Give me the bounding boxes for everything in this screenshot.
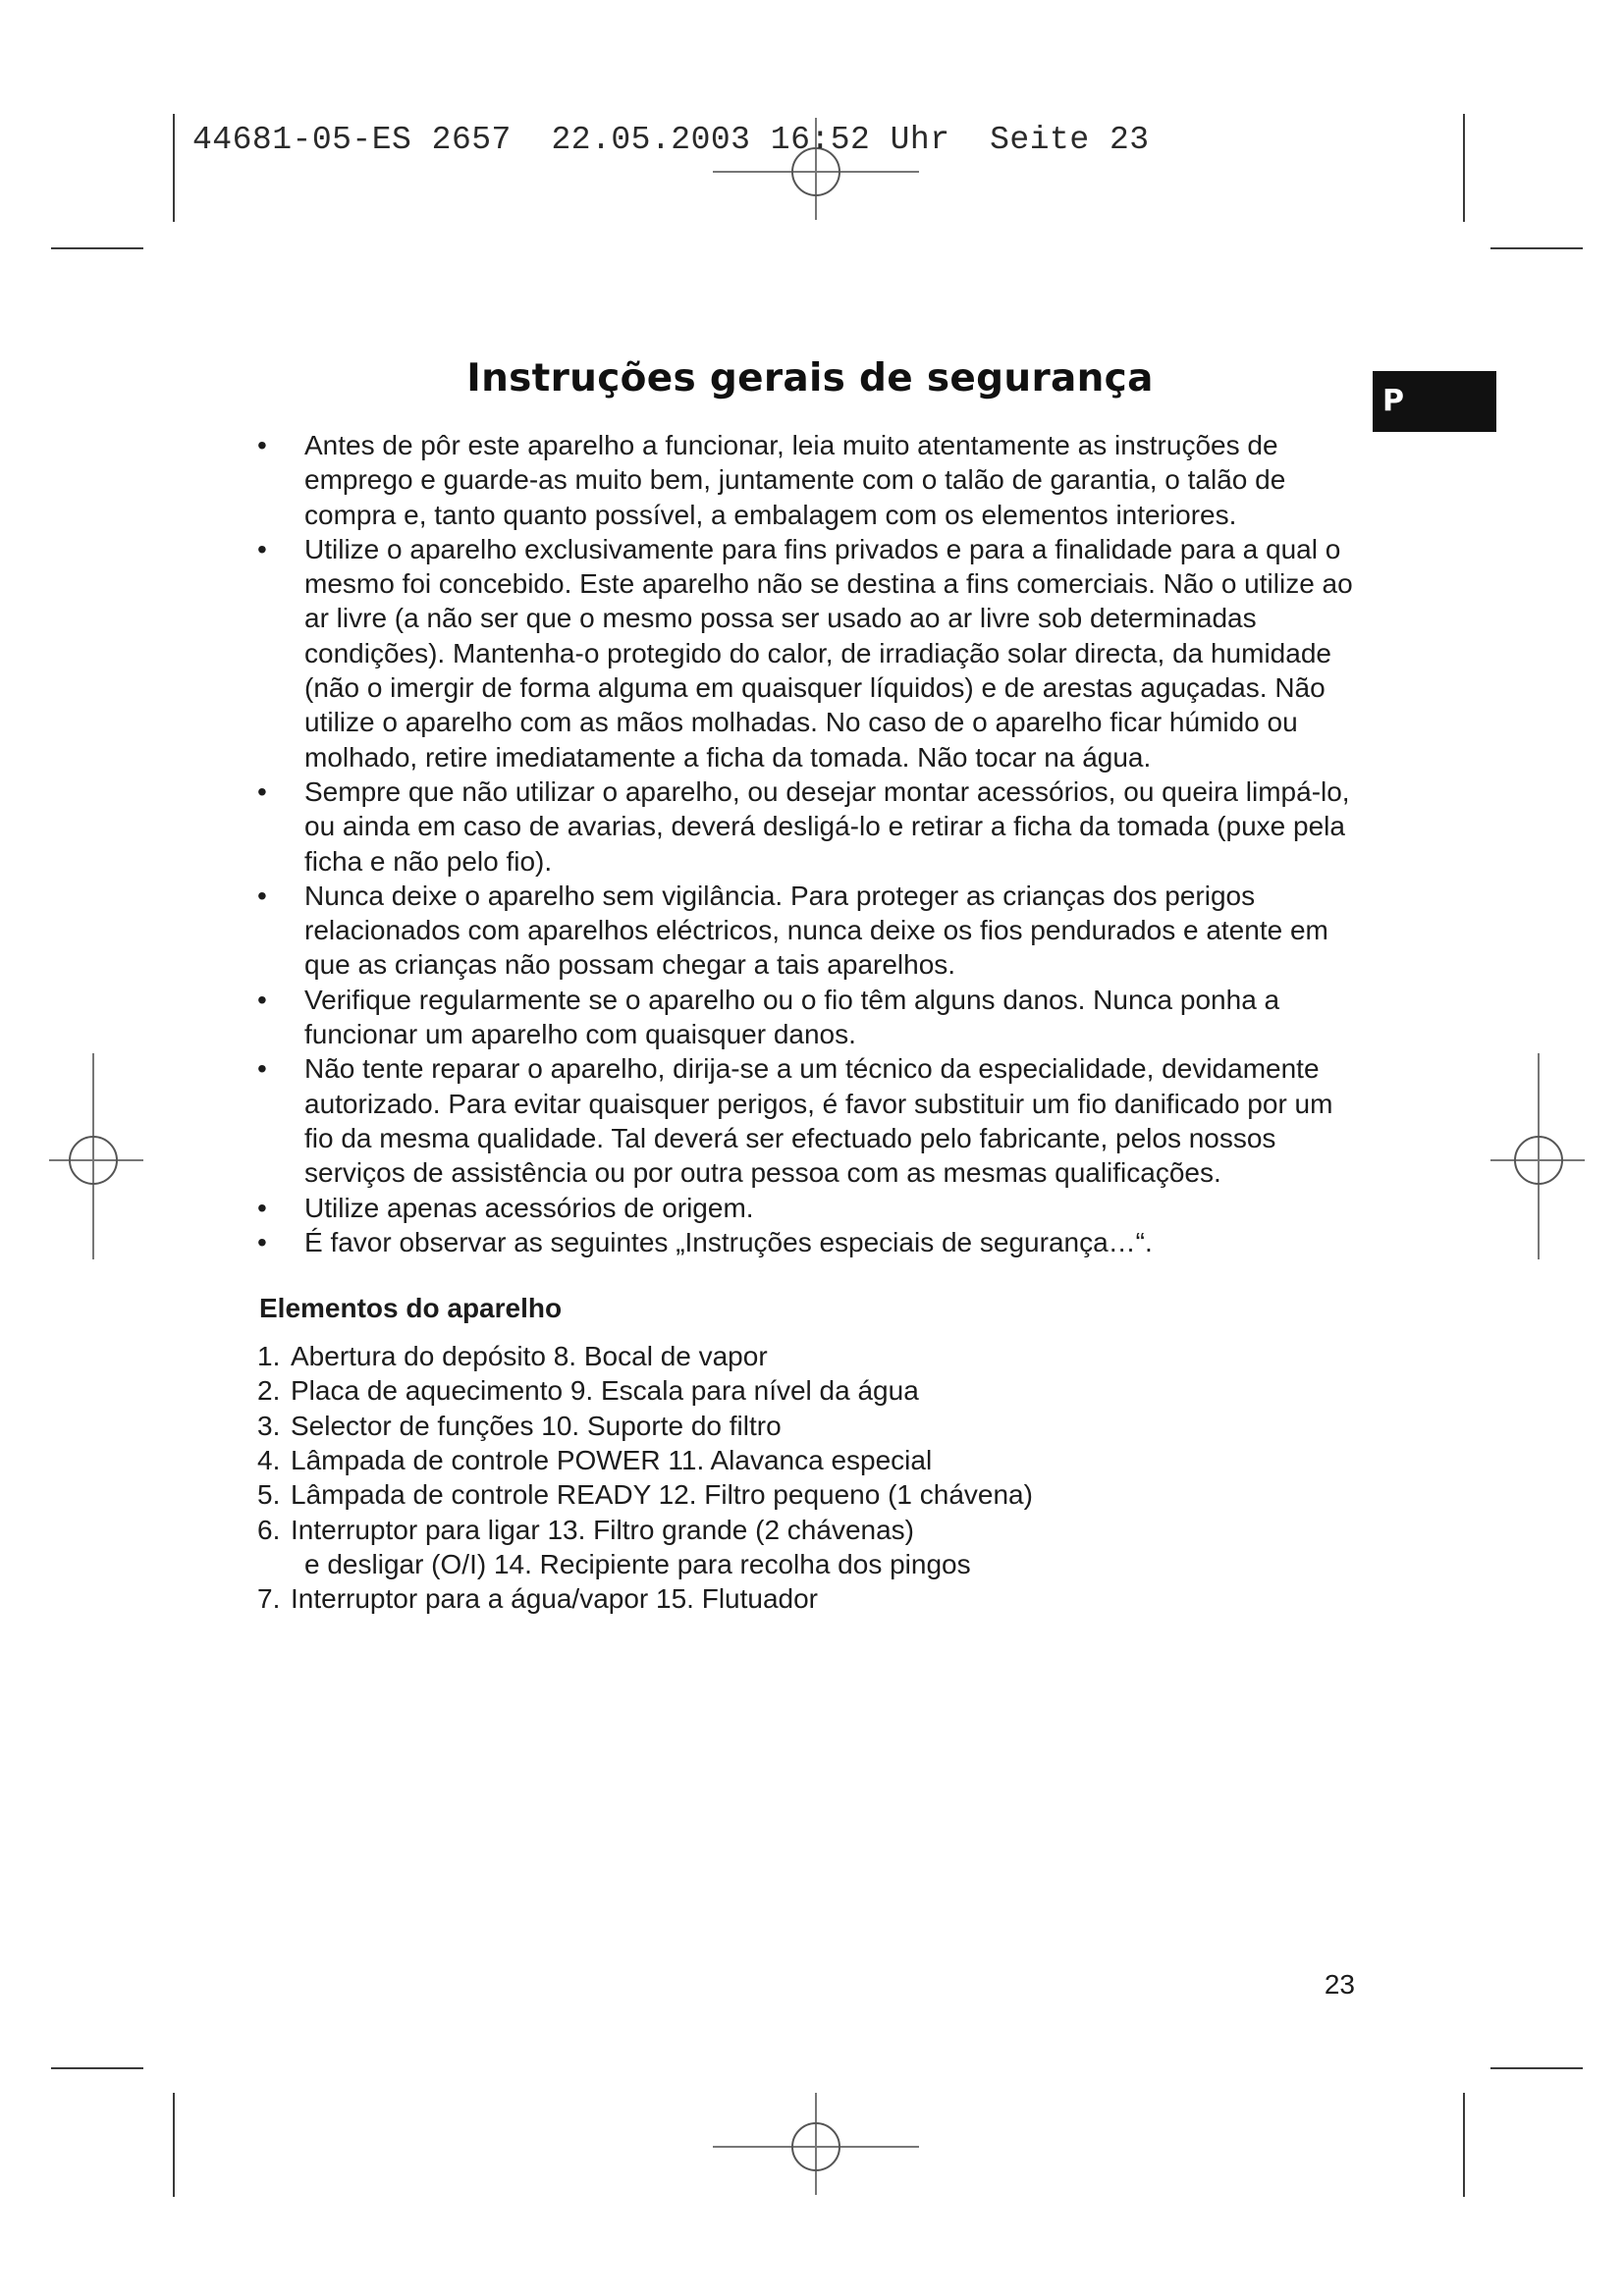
item-text: Lâmpada de controle READY 12. Filtro pequeno (1 chávena) (291, 1479, 1033, 1511)
list-item (257, 1547, 1363, 1581)
print-slug-header: 44681-05-ES 2657 22.05.2003 16:52 Uhr Seite 23 (192, 122, 1150, 158)
crop-mark-top-right-vertical (1463, 114, 1465, 222)
item-text: Placa de aquecimento 9. Escala para nível da água (291, 1375, 919, 1407)
list-item (257, 1477, 1363, 1512)
item-number: 2. (257, 1375, 281, 1407)
list-item: • Nunca deixe o aparelho sem vigilância. Para proteger as crianças dos perigos relacionados com aparelhos eléctricos, nunca deixe os fios pendurados e atente em que as crianças não possam chegar a tais aparelhos. (257, 879, 1363, 983)
parts-list (257, 1339, 1363, 1616)
language-tab: P (1373, 371, 1496, 432)
list-item: • É favor observar as seguintes „Instruções especiais de segurança…“. (257, 1225, 1363, 1259)
item-number: 5. (257, 1479, 281, 1511)
safety-instructions-list (257, 428, 1363, 1259)
list-item: • Antes de pôr este aparelho a funcionar, leia muito atentamente as instruções de emprego e guarde-as muito bem, juntamente com o talão de garantia, o talão de compra e, tanto quanto possível, a embalagem com os elementos interiores. (257, 428, 1363, 532)
crop-mark-bottom-right-vertical (1463, 2093, 1465, 2197)
crop-mark-top-left-horizontal (51, 247, 143, 249)
item-text: Selector de funções 10. Suporte do filtro (291, 1410, 782, 1441)
item-text: Abertura do depósito 8. Bocal de vapor (291, 1341, 768, 1372)
list-item (257, 1513, 1363, 1547)
item-text: Lâmpada de controle POWER 11. Alavanca especial (291, 1445, 933, 1476)
crop-mark-top-right-horizontal (1490, 247, 1583, 249)
item-number: 3. (257, 1410, 281, 1441)
list-item: • Não tente reparar o aparelho, dirija-se a um técnico da especialidade, devidamente autorizado. Para evitar quaisquer perigos, é favor substituir um fio danificado por um fio da mesma qualidade. Tal deverá ser efectuado pelo fabricante, pelos nossos serviços de assistência ou por outra pessoa com as mesmas qualificações. (257, 1051, 1363, 1190)
list-item: • Verifique regularmente se o aparelho ou o fio têm alguns danos. Nunca ponha a funcionar um aparelho com quaisquer danos. (257, 983, 1363, 1052)
list-item (257, 1409, 1363, 1443)
page-title: Instruções gerais de segurança (466, 356, 1154, 400)
item-text: e desligar (O/I) 14. Recipiente para recolha dos pingos (304, 1548, 971, 1579)
parts-heading: Elementos do aparelho (259, 1293, 563, 1324)
item-text: Interruptor para a água/vapor 15. Flutuador (291, 1583, 819, 1615)
item-number: 1. (257, 1341, 281, 1372)
list-item (257, 1443, 1363, 1477)
crop-mark-bottom-left-vertical (173, 2093, 175, 2197)
crop-mark-bottom-right-horizontal (1490, 2067, 1583, 2069)
crop-mark-bottom-left-horizontal (51, 2067, 143, 2069)
page-number: 23 (1324, 1969, 1355, 2000)
list-item: • Utilize o aparelho exclusivamente para fins privados e para a finalidade para a qual o mesmo foi concebido. Este aparelho não se destina a fins comerciais. Não o utilize ao ar livre (a não ser que o mesmo possa ser usado ao ar livre sob determinadas condições). Mantenha-o protegido do calor, de irradiação solar directa, da humidade (não o imergir de forma alguma em quaisquer líquidos) e de arestas aguçadas. Não utilize o aparelho com as mãos molhadas. No caso de o aparelho ficar húmido ou molhado, retire imediatamente a ficha da tomada. Não tocar na água. (257, 532, 1363, 774)
list-item (257, 1581, 1363, 1616)
item-text: Interruptor para ligar 13. Filtro grande (2 chávenas) (291, 1514, 914, 1545)
item-number: 6. (257, 1514, 281, 1545)
list-item (257, 1373, 1363, 1408)
list-item: • Utilize apenas acessórios de origem. (257, 1191, 1363, 1225)
item-number: 4. (257, 1445, 281, 1476)
page-body (257, 428, 1363, 1617)
item-number: 7. (257, 1583, 281, 1615)
list-item (257, 1339, 1363, 1373)
crop-mark-top-left-vertical (173, 114, 175, 222)
list-item: • Sempre que não utilizar o aparelho, ou desejar montar acessórios, ou queira limpá-lo, ou ainda em caso de avarias, deverá desligá-lo e retirar a ficha da tomada (puxe pela ficha e não pelo fio). (257, 774, 1363, 879)
